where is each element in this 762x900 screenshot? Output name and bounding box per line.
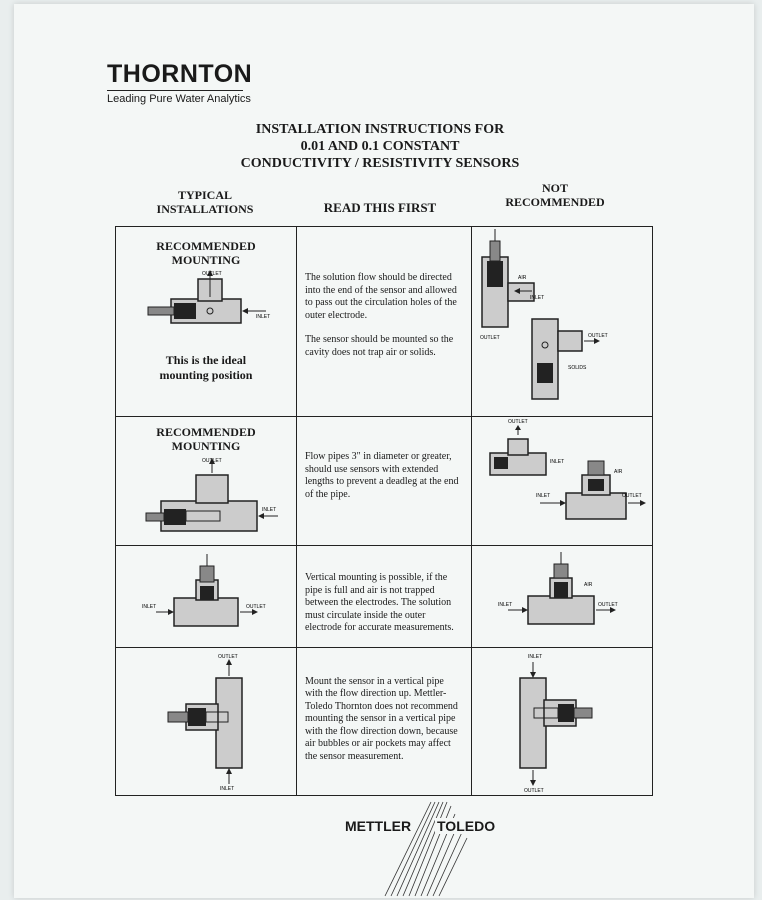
svg-text:OUTLET: OUTLET — [202, 458, 222, 464]
description-cell — [296, 647, 471, 795]
brand-name: THORNTON — [107, 60, 253, 88]
not-recommended-diagram — [472, 417, 650, 543]
column-header-not-recommended: NOT RECOMMENDED — [505, 181, 605, 209]
svg-text:INLET: INLET — [262, 507, 277, 513]
column-header-read: READ THIS FIRST — [323, 200, 437, 215]
row-label: RECOMMENDED MOUNTING — [156, 239, 256, 267]
tee-mounting-diagram — [116, 267, 294, 353]
brand-logo — [107, 60, 252, 105]
not-recommended-diagram — [472, 648, 650, 794]
mettler-toledo-logo-mark — [345, 796, 515, 900]
svg-text:AIR: AIR — [518, 275, 527, 281]
typical-cell — [116, 227, 297, 417]
typical-cell — [116, 417, 297, 546]
table-row — [116, 546, 653, 648]
large-pipe-diagram — [116, 453, 294, 545]
not-recommended-cell — [472, 417, 653, 546]
table-row — [116, 647, 653, 795]
svg-text:OUTLET: OUTLET — [202, 271, 222, 277]
svg-text:INLET: INLET — [142, 604, 157, 610]
not-recommended-cell — [472, 227, 653, 417]
not-recommended-diagram — [472, 546, 650, 642]
description-cell — [296, 227, 471, 417]
svg-text:INLET: INLET — [498, 602, 513, 608]
footer-mettler: METTLER — [345, 818, 412, 834]
column-header-typical: TYPICAL INSTALLATIONS — [156, 188, 254, 216]
svg-text:OUTLET: OUTLET — [218, 653, 238, 660]
svg-text:OUTLET: OUTLET — [480, 335, 500, 341]
svg-text:OUTLET: OUTLET — [246, 604, 266, 610]
svg-text:INLET: INLET — [256, 314, 271, 320]
not-recommended-diagram — [472, 227, 650, 415]
typical-cell — [116, 647, 297, 795]
svg-text:AIR: AIR — [614, 469, 623, 475]
svg-text:SOLIDS: SOLIDS — [568, 365, 587, 371]
typical-cell — [116, 546, 297, 648]
svg-text:INLET: INLET — [550, 459, 565, 465]
description-text: Flow pipes 3" in diameter or greater, should use sensors with extended lengths to prevent a deadleg at the end of the pipe. — [304, 451, 459, 500]
brand-tagline: Leading Pure Water Analytics — [107, 93, 251, 105]
brand-rule — [107, 90, 243, 91]
svg-text:OUTLET: OUTLET — [588, 333, 608, 339]
description-cell — [296, 546, 471, 648]
svg-text:OUTLET: OUTLET — [524, 787, 544, 794]
svg-text:INLET: INLET — [220, 785, 235, 792]
document-title: INSTALLATION INSTRUCTIONS FOR 0.01 AND 0.1 CONSTANT CONDUCTIVITY / RESISTIVITY SENSORS — [240, 122, 520, 171]
description-text: The solution flow should be directed into the end of the sensor and allowed to pass out the circulation holes of the outer electrode. The sensor should be mounted so the cavity does not trap air or solids. — [304, 272, 457, 358]
not-recommended-cell — [472, 546, 653, 648]
svg-text:OUTLET: OUTLET — [598, 602, 618, 608]
flow-up-diagram — [116, 648, 294, 794]
svg-text:AIR: AIR — [584, 582, 593, 588]
svg-text:OUTLET: OUTLET — [508, 419, 528, 425]
instruction-table — [115, 226, 653, 796]
description-cell — [296, 417, 471, 546]
description-text: Vertical mounting is possible, if the pipe is full and air is not trapped between the electrodes. The solution must circulate inside the outer electrode for accurate measurements. — [304, 572, 454, 633]
table-row — [116, 227, 653, 417]
vertical-mount-diagram — [116, 546, 294, 642]
footer-toledo: TOLEDO — [437, 818, 496, 834]
description-text: Mount the sensor in a vertical pipe with the flow direction up. Mettler-Toledo Thornton does not recommend mounting the sensor in a vertical pipe with the flow direction down, because air bubbles or air pockets may affect the sensor measurement. — [304, 675, 458, 762]
table-row — [116, 417, 653, 546]
svg-text:INLET: INLET — [528, 653, 543, 660]
svg-text:OUTLET: OUTLET — [622, 493, 642, 499]
row-caption: This is the ideal mounting position — [159, 353, 253, 382]
svg-text:INLET: INLET — [536, 493, 551, 499]
not-recommended-cell — [472, 647, 653, 795]
svg-text:INLET: INLET — [530, 295, 545, 301]
row-label: RECOMMENDED MOUNTING — [156, 425, 256, 453]
